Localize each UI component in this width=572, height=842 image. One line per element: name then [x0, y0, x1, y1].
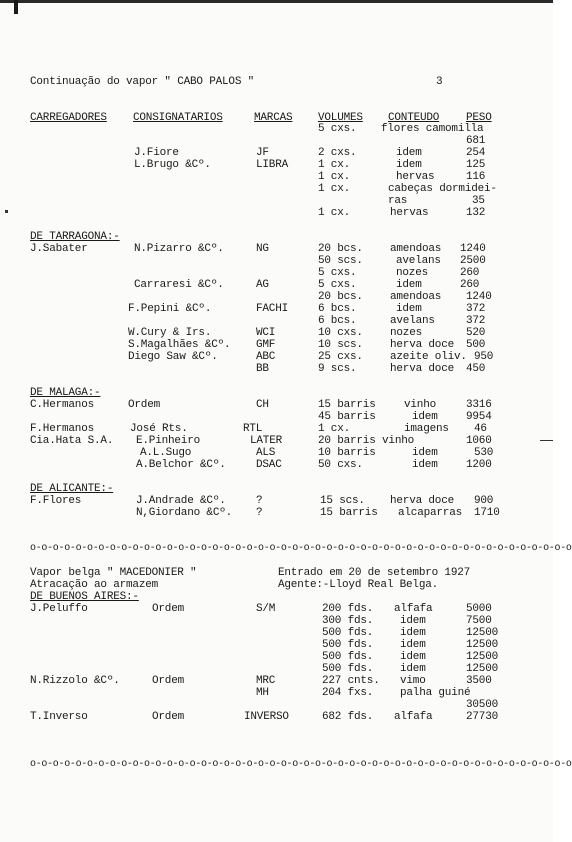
table-cell: 5 cxs. [318, 267, 357, 279]
table-cell: idem [400, 639, 426, 651]
table-cell: herva doce [390, 363, 455, 375]
table-cell: hervas [396, 171, 435, 183]
col-header-conteudo: CONTEUDO [388, 112, 440, 124]
table-cell: idem [396, 303, 422, 315]
table-cell: C.Hermanos [30, 399, 95, 411]
vessel-name: Vapor belga " MACEDONIER " [30, 567, 197, 579]
table-cell: L.Brugo &Cº. [134, 159, 211, 171]
separator-line: o-o-o-o-o-o-o-o-o-o-o-o-o-o-o-o-o-o-o-o-o-o-o-o-o-o-o-o-o-o-o-o-o-o-o-o-o-o-o-o-o-o-o-o-o-o-o-o [30, 759, 572, 770]
table-cell: 6 bcs. [318, 315, 357, 327]
table-cell: N,Giordano &Cº. [136, 507, 233, 519]
table-cell: 116 [466, 171, 486, 183]
col-header-marcas: MARCAS [254, 112, 293, 124]
table-cell: ? [256, 507, 263, 519]
table-cell: alfafa [394, 711, 433, 723]
table-cell: F.Flores [30, 495, 82, 507]
table-cell: Diego Saw &Cº. [128, 351, 218, 363]
table-cell: 372 [466, 303, 486, 315]
table-cell: 5 cxs. [318, 123, 357, 135]
table-cell: 520 [466, 327, 486, 339]
table-cell: 30500 [466, 699, 499, 711]
table-cell: J.Sabater [30, 243, 88, 255]
table-cell: 46 [474, 423, 487, 435]
table-cell: idem [400, 627, 426, 639]
scan-speck [540, 440, 553, 441]
table-cell: 7500 [466, 615, 492, 627]
table-cell: 2500 [460, 255, 486, 267]
table-cell: 1 cx. [318, 183, 351, 195]
table-cell: 204 fxs. [322, 687, 374, 699]
section-title: DE MALAGA:- [30, 387, 101, 399]
vessel-agent: Agente:-Lloyd Real Belga. [278, 579, 439, 591]
table-cell: J.Peluffo [30, 603, 88, 615]
table-cell: cabeças dormidei- [388, 183, 497, 195]
section-title: DE ALICANTE:- [30, 483, 114, 495]
table-cell: E.Pinheiro [136, 435, 201, 447]
scan-speck [5, 210, 8, 213]
table-cell: 1240 [466, 291, 492, 303]
table-cell: idem [396, 279, 422, 291]
table-cell: S/M [256, 603, 276, 615]
table-cell: 254 [466, 147, 486, 159]
table-cell: 1 cx. [318, 207, 351, 219]
table-cell: José Rts. [130, 423, 188, 435]
table-cell: 50 cxs. [318, 459, 363, 471]
table-cell: azeite oliv. [390, 351, 467, 363]
table-cell: idem [400, 651, 426, 663]
table-cell: alfafa [394, 603, 433, 615]
col-header-consignatarios: CONSIGNATARIOS [133, 112, 223, 124]
table-cell: amendoas [390, 291, 442, 303]
table-cell: 500 [466, 339, 486, 351]
table-cell: 9954 [466, 411, 492, 423]
table-cell: 681 [466, 135, 486, 147]
table-cell: Ordem [152, 675, 185, 687]
table-cell: NG [256, 243, 269, 255]
table-cell: 10 cxs. [318, 327, 363, 339]
table-cell: 6 bcs. [318, 303, 357, 315]
table-cell: 20 barris vinho [318, 435, 415, 447]
table-cell: 5000 [466, 603, 492, 615]
table-cell: WCI [256, 327, 276, 339]
table-cell: 260 [460, 267, 480, 279]
table-cell: 1200 [466, 459, 492, 471]
table-cell: idem [400, 615, 426, 627]
table-cell: 3316 [466, 399, 492, 411]
table-cell: FACHI [256, 303, 289, 315]
table-cell: 15 barris [318, 399, 376, 411]
table-cell: JF [256, 147, 269, 159]
table-cell: herva doce [390, 495, 455, 507]
table-cell: LIBRA [256, 159, 289, 171]
table-cell: nozes [396, 267, 429, 279]
table-cell: 950 [474, 351, 494, 363]
table-cell: GMF [256, 339, 276, 351]
table-cell: Ordem [152, 711, 185, 723]
table-cell: INVERSO [244, 711, 289, 723]
scan-top-edge [0, 0, 553, 14]
table-cell: ras [388, 195, 408, 207]
table-cell: A.L.Sugo [140, 447, 192, 459]
table-cell: 15 scs. [320, 495, 365, 507]
table-cell: 35 [472, 195, 485, 207]
table-cell: 9 scs. [318, 363, 357, 375]
table-cell: CH [256, 399, 269, 411]
table-cell: 125 [466, 159, 486, 171]
table-cell: 1240 [460, 243, 486, 255]
table-cell: N.Rizzolo &Cº. [30, 675, 120, 687]
table-cell: 1060 [466, 435, 492, 447]
table-cell: 260 [460, 279, 480, 291]
table-cell: 3500 [466, 675, 492, 687]
table-cell: 500 fds. [322, 663, 374, 675]
table-cell: S.Magalhães &Cº. [128, 339, 231, 351]
table-cell: vimo [400, 675, 426, 687]
table-cell: flores camomilla [381, 123, 484, 135]
table-cell: 132 [466, 207, 486, 219]
separator-line: o-o-o-o-o-o-o-o-o-o-o-o-o-o-o-o-o-o-o-o-o-o-o-o-o-o-o-o-o-o-o-o-o-o-o-o-o-o-o-o-o-o-o-o-o-o-o-o [30, 543, 572, 554]
table-cell: 200 fds. [322, 603, 374, 615]
table-cell: 12500 [466, 639, 499, 651]
table-cell: idem [396, 147, 422, 159]
table-cell: idem [412, 411, 438, 423]
table-cell: 682 fds. [322, 711, 374, 723]
table-cell: 12500 [466, 627, 499, 639]
section-title: DE TARRAGONA:- [30, 231, 120, 243]
table-cell: avelans [390, 315, 435, 327]
table-cell: 27730 [466, 711, 499, 723]
table-cell: 45 barris [318, 411, 376, 423]
table-cell: imagens [404, 423, 449, 435]
table-cell: amendoas [390, 243, 442, 255]
col-header-carregadores: CARREGADORES [30, 112, 107, 124]
table-cell: Ordem [152, 603, 185, 615]
table-cell: F.Hermanos [30, 423, 95, 435]
table-cell: idem [400, 663, 426, 675]
table-cell: 10 scs. [318, 339, 363, 351]
table-cell: MRC [256, 675, 276, 687]
table-cell: 2 cxs. [318, 147, 357, 159]
table-cell: Ordem [128, 399, 161, 411]
table-cell: 1 cx. [318, 171, 351, 183]
table-cell: 20 bcs. [318, 291, 363, 303]
table-cell: 12500 [466, 663, 499, 675]
page-number: 3 [436, 76, 443, 88]
table-cell: idem [412, 447, 438, 459]
table-cell: ? [256, 495, 263, 507]
table-cell: J.Andrade &Cº. [136, 495, 226, 507]
table-cell: hervas [390, 207, 429, 219]
table-cell: RTL [243, 423, 263, 435]
table-cell: alcaparras [398, 507, 463, 519]
vessel-berth: Atracação ao armazem [30, 579, 159, 591]
section-title: DE BUENOS AIRES:- [30, 591, 139, 603]
table-cell: W.Cury & Irs. [128, 327, 212, 339]
table-cell: LATER [250, 435, 283, 447]
table-cell: 372 [466, 315, 486, 327]
table-cell: avelans [396, 255, 441, 267]
table-cell: 1 cx. [318, 159, 351, 171]
table-cell: 900 [474, 495, 494, 507]
table-cell: 50 scs. [318, 255, 363, 267]
table-cell: Cia.Hata S.A. [30, 435, 114, 447]
table-cell: 530 [474, 447, 494, 459]
table-cell: F.Pepini &Cº. [128, 303, 212, 315]
table-cell: vinho [404, 399, 437, 411]
table-cell: 500 fds. [322, 639, 374, 651]
vessel-entry: Entrado em 20 de setembro 1927 [278, 567, 471, 579]
col-header-volumes: VOLUMES [318, 112, 363, 124]
table-cell: BB [256, 363, 269, 375]
table-cell: 1 cx. [318, 423, 351, 435]
table-cell: MH [256, 687, 269, 699]
table-cell: 12500 [466, 651, 499, 663]
table-cell: J.Fiore [134, 147, 179, 159]
table-cell: N.Pizarro &Cº. [134, 243, 224, 255]
table-cell: nozes [390, 327, 423, 339]
table-cell: 25 cxs. [318, 351, 363, 363]
table-cell: T.Inverso [30, 711, 88, 723]
table-cell: 500 fds. [322, 651, 374, 663]
table-cell: 20 bcs. [318, 243, 363, 255]
table-cell: herva doce [390, 339, 455, 351]
table-cell: 1710 [474, 507, 500, 519]
table-cell: Carraresi &Cº. [134, 279, 224, 291]
page-header: Continuação do vapor " CABO PALOS " [30, 76, 255, 88]
table-cell: 500 fds. [322, 627, 374, 639]
table-cell: AG [256, 279, 269, 291]
table-cell: 450 [466, 363, 486, 375]
table-cell: ABC [256, 351, 276, 363]
table-cell: palha guiné [400, 687, 471, 699]
col-header-peso: PESO [466, 112, 492, 124]
table-cell: 5 cxs. [318, 279, 357, 291]
table-cell: 15 barris [320, 507, 378, 519]
table-cell: 10 barris [318, 447, 376, 459]
table-cell: A.Belchor &Cº. [136, 459, 226, 471]
table-cell: 227 cnts. [322, 675, 380, 687]
table-cell: ALS [256, 447, 276, 459]
table-cell: idem [396, 159, 422, 171]
table-cell: idem [412, 459, 438, 471]
table-cell: 300 fds. [322, 615, 374, 627]
table-cell: DSAC [256, 459, 282, 471]
